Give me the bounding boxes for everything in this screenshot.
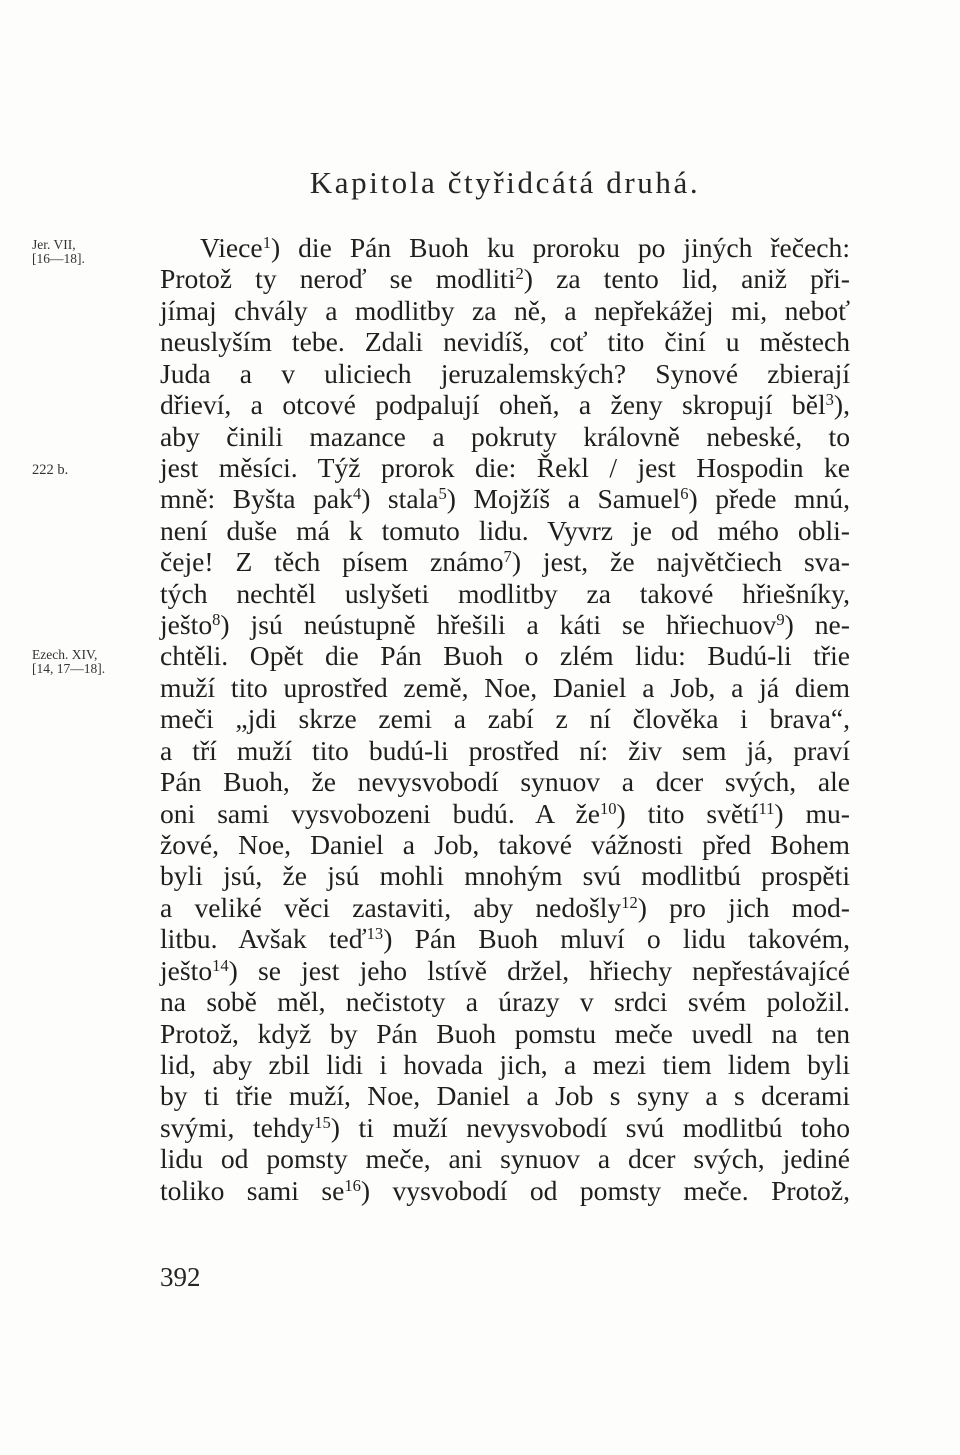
margin-note-ezech [32, 648, 105, 676]
text-segment: ), [833, 389, 850, 421]
margin-note-line: [16—18]. [32, 251, 85, 266]
margin-note-line: Ezech. XIV, [32, 647, 98, 662]
footnote-marker: 4 [352, 484, 362, 504]
text-line [160, 483, 850, 514]
text-segment: Protož, když by Pán Buoh pomstu meče uvedl na ten [160, 1017, 850, 1049]
text-line [160, 546, 850, 577]
text-segment: ješto [160, 954, 213, 986]
text-segment: ) ti muží nevysvobodí svú modlitbú toho [330, 1111, 850, 1143]
text-line [160, 640, 850, 671]
text-segment: ) se jest jeho lstívě držel, hřiechy nepřestávajícé [228, 954, 850, 986]
margin-note-folio: 222 b. [32, 462, 69, 478]
text-segment: a veliké věci zastaviti, aby nedošly [160, 891, 622, 923]
text-segment: na sobě měl, nečistoty a úrazy v srdci svém položil. [160, 986, 850, 1018]
footnote-marker: 10 [599, 798, 617, 818]
text-line [160, 358, 850, 389]
margin-note-jer [32, 238, 85, 266]
text-segment: Protož ty neroď se modliti [160, 263, 516, 295]
text-line [160, 986, 850, 1017]
text-segment: byli jsú, že jsú mohli mnohým svú modlitbú prospěti [160, 860, 850, 892]
text-segment: čeje! Z těch písem známo [160, 546, 504, 578]
text-segment: ) Pán Buoh mluví o lidu takovém, [383, 923, 850, 955]
text-segment: lidu od pomsty meče, ani synuov a dcer svých, jediné [160, 1143, 850, 1175]
text-line [160, 1175, 850, 1206]
text-line [160, 232, 850, 263]
text-segment: Pán Buoh, že nevysvobodí synuov a dcer svých, ale [160, 766, 850, 798]
footnote-marker: 11 [758, 798, 775, 818]
text-line [160, 263, 850, 294]
text-segment: a tří muží tito budú-li prostřed ní: živ sem já, praví [160, 734, 850, 766]
text-segment: ) mu- [774, 797, 850, 829]
text-line [160, 672, 850, 703]
text-segment: ) die Pán Buoh ku proroku po jiných řečech: [270, 232, 850, 263]
footnote-marker: 13 [366, 924, 384, 944]
text-segment: by ti třie muží, Noe, Daniel a Job s syny a s dcerami [160, 1080, 850, 1112]
text-line [160, 892, 850, 923]
text-segment: ) jest, že najvětčiech sva- [511, 546, 850, 578]
footnote-marker: 2 [515, 264, 524, 284]
footnote-marker: 6 [680, 484, 689, 504]
text-segment: ) Mojžíš a Samuel [446, 483, 681, 515]
text-line [160, 703, 850, 734]
text-segment: žové, Noe, Daniel a Job, takové vážnosti před Bohem [160, 829, 850, 861]
footnote-marker: 9 [776, 609, 785, 629]
text-segment: toliko sami se [160, 1174, 345, 1206]
footnote-marker: 1 [262, 232, 271, 252]
footnote-marker: 15 [314, 1112, 331, 1132]
text-segment: Viece [200, 232, 263, 263]
text-segment: jímaj chvály a modlitby za ně, a nepřekážej mi, neboť [160, 294, 850, 326]
text-segment: ) jsú neústupně hřešili a káti se hřiechuov [220, 609, 777, 641]
text-line [160, 421, 850, 452]
text-segment: ) za tento lid, aniž při- [523, 263, 850, 295]
text-segment: lid, aby zbil lidi i hovada jich, a mezi tiem lidem byli [160, 1048, 850, 1080]
text-segment: svými, tehdy [160, 1111, 315, 1143]
text-segment: jest měsíci. Týž prorok die: Řekl / jest Hospodin ke [160, 451, 850, 483]
text-segment: ješto [160, 609, 213, 641]
footnote-marker: 7 [503, 547, 512, 567]
text-segment: ) ne- [784, 609, 850, 641]
text-line [160, 860, 850, 891]
text-segment: ) stala [361, 483, 439, 515]
text-segment: ) pro jich mod- [637, 891, 850, 923]
body-text [160, 232, 850, 1206]
text-segment: muží tito uprostřed země, Noe, Daniel a Job, a já diem [160, 671, 850, 703]
text-line [160, 326, 850, 357]
text-segment: neuslyším tebe. Zdali nevidíš, coť tito činí u městech [160, 326, 850, 358]
text-line [160, 515, 850, 546]
text-line [160, 798, 850, 829]
margin-note-line: Jer. VII, [32, 237, 76, 252]
text-segment: meči „jdi skrze zemi a zabí z ní člověka i brava“, [160, 703, 850, 735]
text-segment: mně: Byšta pak [160, 483, 353, 515]
text-segment: ) přede mnú, [688, 483, 850, 515]
text-line [160, 735, 850, 766]
text-line [160, 609, 850, 640]
footnote-marker: 5 [438, 484, 447, 504]
text-segment: aby činili mazance a pokruty královně nebeské, to [160, 420, 850, 452]
text-line [160, 766, 850, 797]
text-segment: není duše má k tomuto lidu. Vyvrz je od mého obli- [160, 514, 850, 546]
text-line [160, 923, 850, 954]
footnote-marker: 12 [621, 892, 638, 912]
chapter-title: Kapitola čtyřidcátá druhá. [309, 165, 701, 200]
footnote-marker: 16 [344, 1175, 361, 1195]
text-line [160, 1080, 850, 1111]
text-line [160, 1018, 850, 1049]
text-segment: litbu. Avšak teď [160, 923, 367, 955]
footnote-marker: 8 [212, 609, 221, 629]
margin-note-line: [14, 17—18]. [32, 661, 106, 676]
footnote-marker: 3 [825, 390, 834, 410]
text-segment: ) vysvobodí od pomsty meče. Protož, [360, 1174, 851, 1206]
text-segment: chtěli. Opět die Pán Buoh o zlém lidu: Budú-li třie [160, 640, 850, 672]
text-segment: Juda a v uliciech jeruzalemských? Synové zbierají [160, 357, 850, 389]
text-segment: ) tito světí [616, 797, 759, 829]
text-segment: oni sami vysvobozeni budú. A že [160, 797, 600, 829]
footnote-marker: 14 [212, 955, 229, 975]
text-line [160, 295, 850, 326]
text-line [160, 1143, 850, 1174]
text-segment: dřieví, a otcové podpalují oheň, a ženy skropují běl [160, 389, 826, 421]
text-segment: tých nechtěl uslyšeti modlitby za takové hřiešníky, [160, 577, 850, 609]
page-number: 392 [160, 1262, 201, 1292]
text-line [160, 389, 850, 420]
text-line [160, 829, 850, 860]
text-line [160, 1049, 850, 1080]
text-line [160, 452, 850, 483]
text-line [160, 1112, 850, 1143]
text-line [160, 578, 850, 609]
text-line [160, 955, 850, 986]
